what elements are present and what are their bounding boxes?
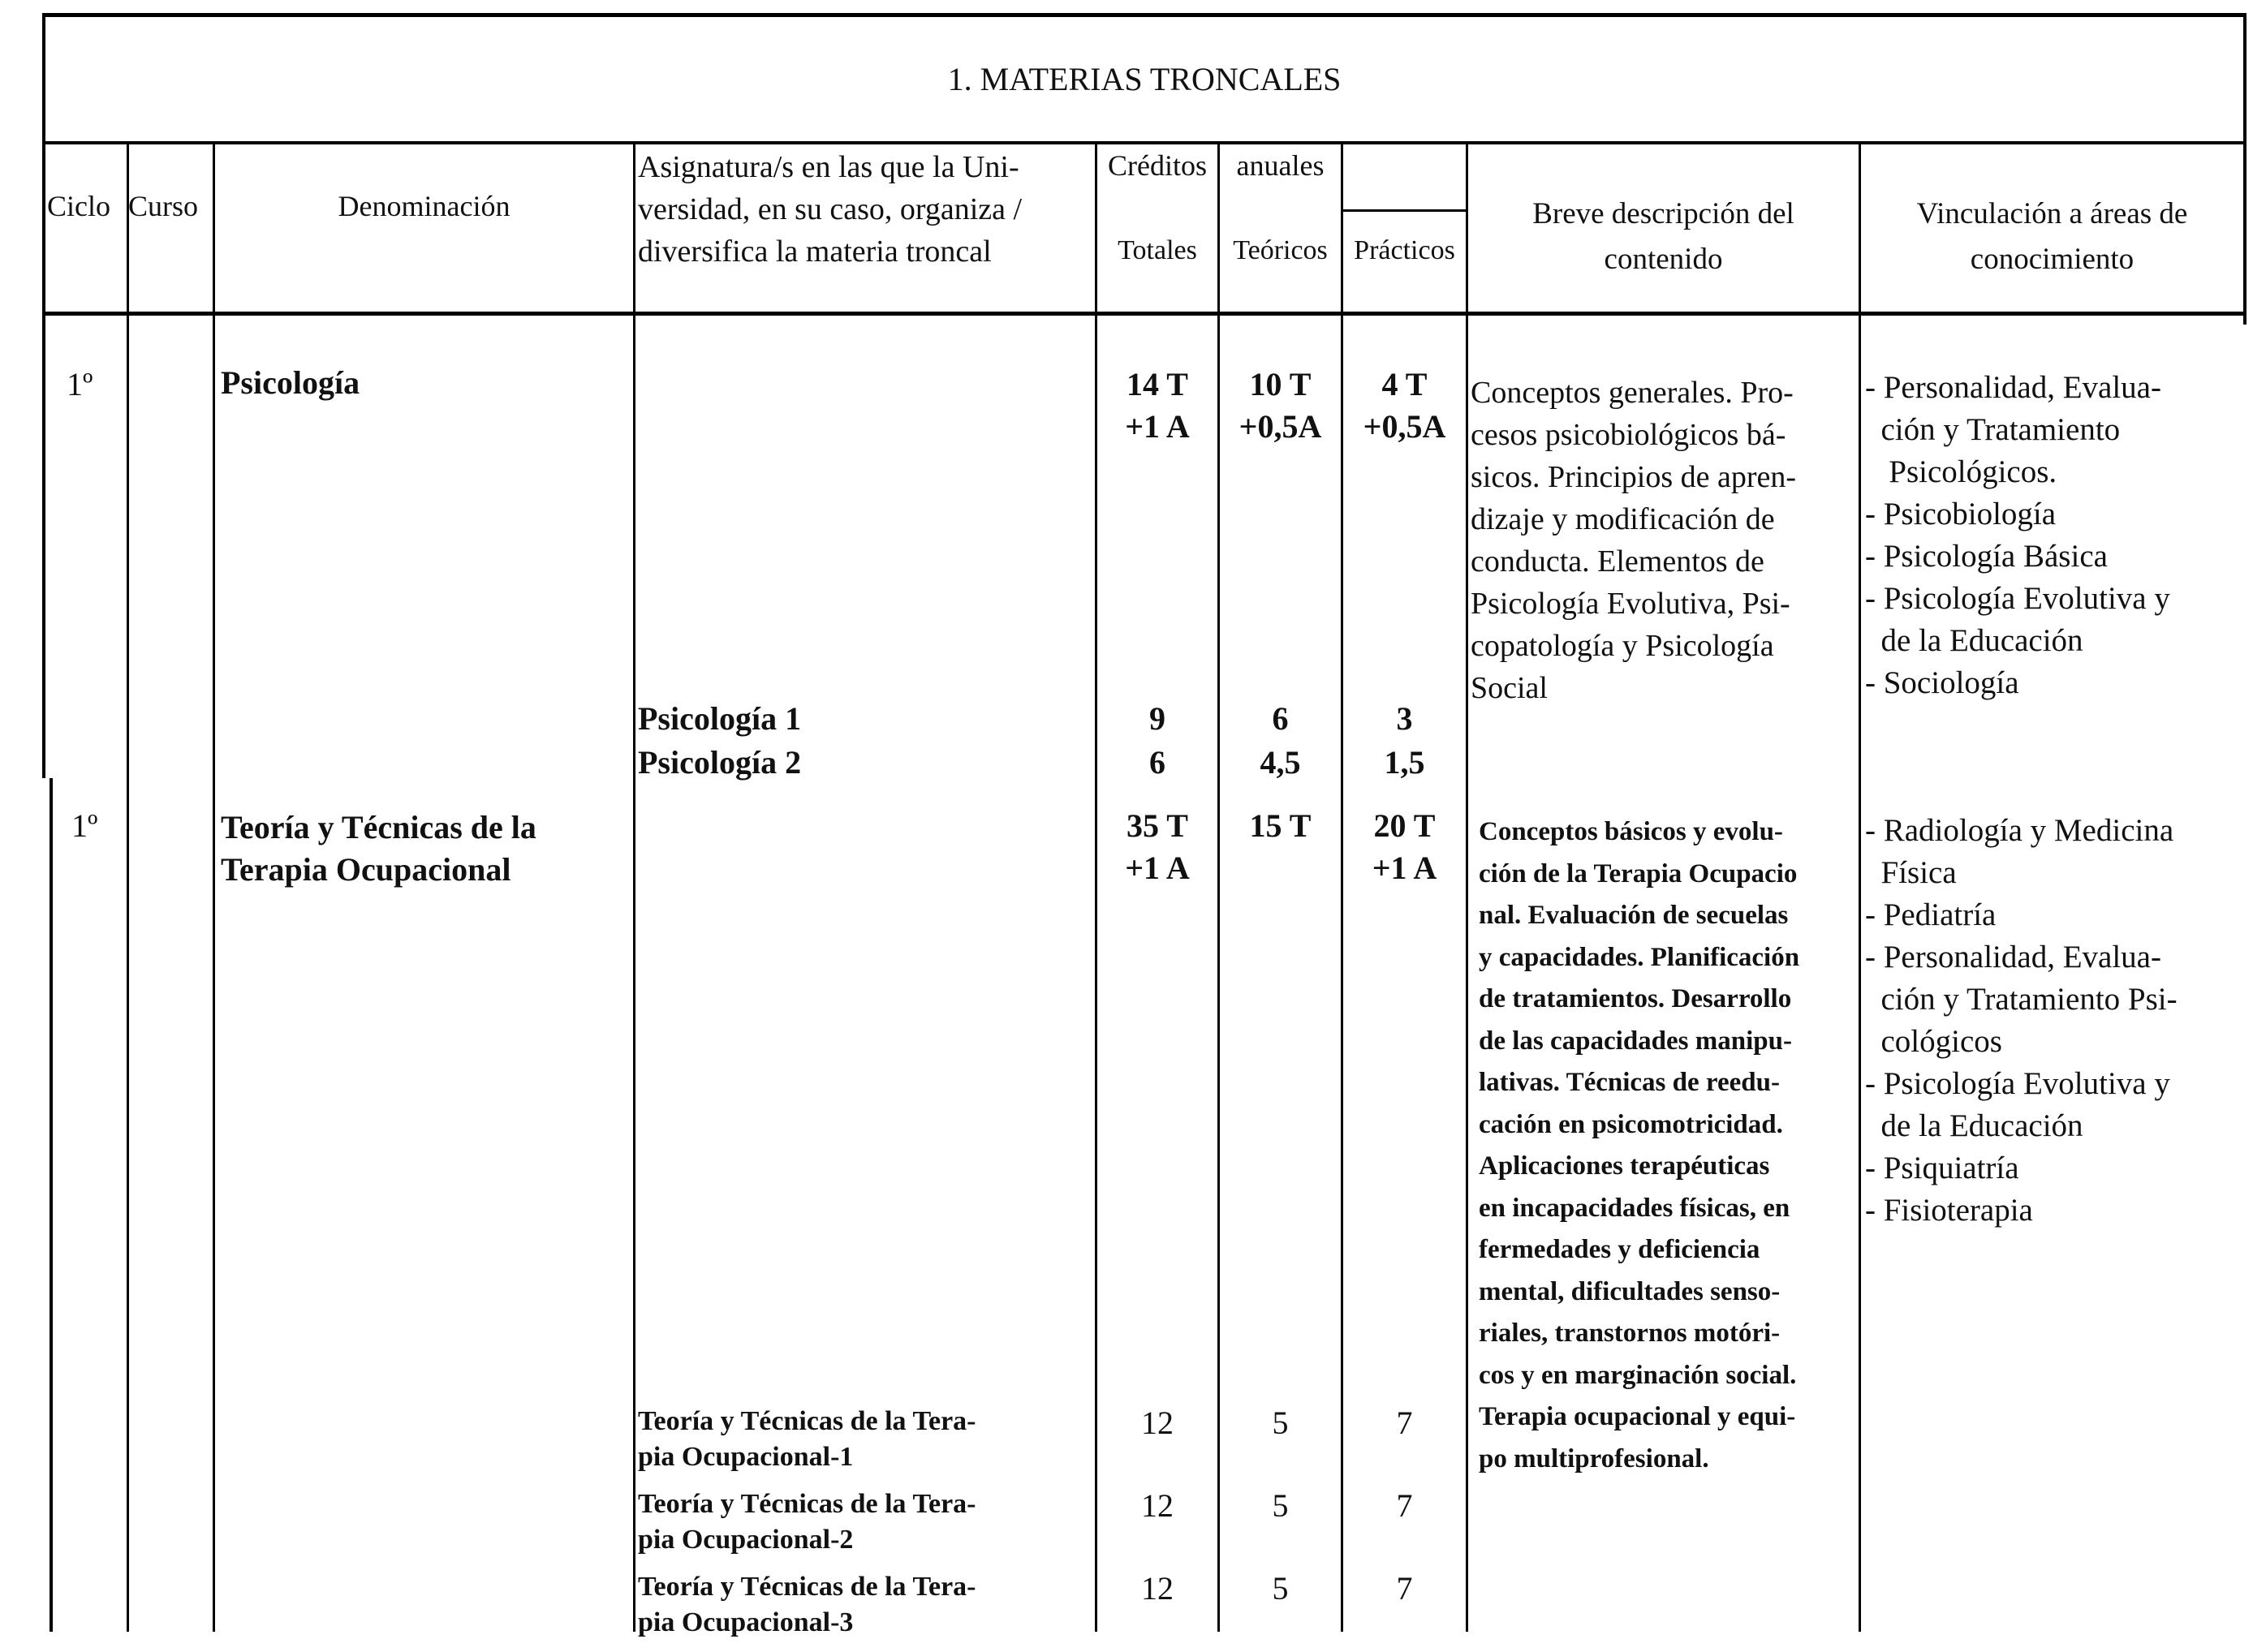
title-separator [42, 141, 2247, 144]
creditos-subheader-line [1341, 209, 1467, 212]
asignatura-nombre: Teoría y Técnicas de la Tera- pia Ocupacional-3 [638, 1572, 976, 1637]
row-ciclo: 1º [71, 807, 98, 844]
asignatura-practicos: 1,5 [1384, 744, 1425, 781]
header-descripcion: Breve descripción del contenido [1532, 197, 1794, 276]
asignatura-practicos: 7 [1396, 1487, 1413, 1524]
header-totales: Totales [1118, 235, 1197, 265]
row-denominacion: Psicología [221, 364, 360, 401]
row-practicos: 4 T +0,5A [1363, 366, 1446, 445]
header-asignatura: Asignatura/s en las que la Uni- versidad, en su caso, organiza / diversifica la materia troncal [638, 150, 1023, 269]
header-teoricos: Teóricos [1233, 235, 1328, 265]
row-descripcion: Conceptos básicos y evolu- ción de la Terapia Ocupacio nal. Evaluación de secuelas y capacidades. Planificación de tratamientos. Desarrollo de las capacidades manipu- lativas. Técnicas de reedu- cación en psicomotricidad. Aplicaciones terapéuticas en incapacidades físicas, en fermedades y deficiencia mental, dificultades senso- riales, transtornos motóri- cos y en marginación social. Terapia ocupacional y equi- po multiprofesional. [1479, 817, 1800, 1473]
left-border-top [42, 13, 45, 778]
row-vinculacion: - Personalidad, Evalua- ción y Tratamiento Psicológicos. - Psicobiología - Psicología Básica - Psicología Evolutiva y de la Educación - Sociología [1865, 370, 2170, 700]
asignatura-totales: 12 [1141, 1405, 1174, 1441]
row-ciclo: 1º [67, 366, 93, 402]
row-denominacion: Teoría y Técnicas de la Terapia Ocupacional [221, 809, 536, 888]
header-ciclo: Ciclo [47, 190, 110, 222]
asignatura-nombre: Teoría y Técnicas de la Tera- pia Ocupacional-1 [638, 1406, 976, 1472]
row-descripcion: Conceptos generales. Pro- cesos psicobiológicos bá- sicos. Principios de apren- dizaje y modificación de conducta. Elementos de Psicología Evolutiva, Psi- copatología y Psicología Social [1471, 376, 1797, 705]
asignatura-teoricos: 5 [1272, 1405, 1289, 1441]
top-border [42, 13, 2247, 17]
row-practicos: 20 T +1 A [1372, 807, 1437, 886]
header-curso: Curso [128, 190, 199, 222]
asignatura-practicos: 3 [1396, 700, 1413, 737]
col-sep-denominacion [213, 141, 215, 1632]
row-teoricos: 10 T +0,5A [1239, 366, 1322, 445]
asignatura-nombre: Psicología 2 [638, 744, 802, 781]
row-vinculacion: - Radiología y Medicina Física - Pediatría - Personalidad, Evalua- ción y Tratamiento Psi- cológicos - Psicología Evolutiva y de la Educación - Psiquiatría - Fisioterapia [1865, 813, 2178, 1228]
header-anuales: anuales [1236, 149, 1325, 182]
page-title: 1. MATERIAS TRONCALES [947, 61, 1342, 97]
col-sep-asignatura [633, 141, 635, 1632]
asignatura-practicos: 7 [1396, 1405, 1413, 1441]
asignatura-nombre: Teoría y Técnicas de la Tera- pia Ocupacional-2 [638, 1489, 976, 1555]
row-totales: 35 T +1 A [1125, 807, 1190, 886]
col-sep-vinculacion [1859, 141, 1861, 1632]
asignatura-totales: 12 [1141, 1570, 1174, 1607]
asignatura-teoricos: 4,5 [1260, 744, 1301, 781]
row-teoricos: 15 T [1249, 807, 1312, 844]
asignatura-totales: 9 [1149, 700, 1165, 737]
asignatura-teoricos: 6 [1272, 700, 1289, 737]
row-totales: 14 T +1 A [1125, 366, 1190, 445]
header-bottom-line [42, 312, 2247, 316]
header-practicos: Prácticos [1354, 235, 1455, 265]
col-sep-descripcion [1466, 141, 1468, 1632]
asignatura-totales: 6 [1149, 744, 1165, 781]
right-border [2243, 13, 2247, 325]
header-denominacion: Denominación [338, 190, 510, 222]
asignatura-practicos: 7 [1396, 1570, 1413, 1607]
left-border-bottom [50, 778, 53, 1632]
header-vinculacion: Vinculación a áreas de conocimiento [1916, 197, 2188, 276]
asignatura-teoricos: 5 [1272, 1570, 1289, 1607]
col-sep-curso [127, 141, 129, 1632]
asignatura-nombre: Psicología 1 [638, 700, 802, 737]
asignatura-totales: 12 [1141, 1487, 1174, 1524]
asignatura-teoricos: 5 [1272, 1487, 1289, 1524]
header-creditos: Créditos [1108, 149, 1207, 182]
